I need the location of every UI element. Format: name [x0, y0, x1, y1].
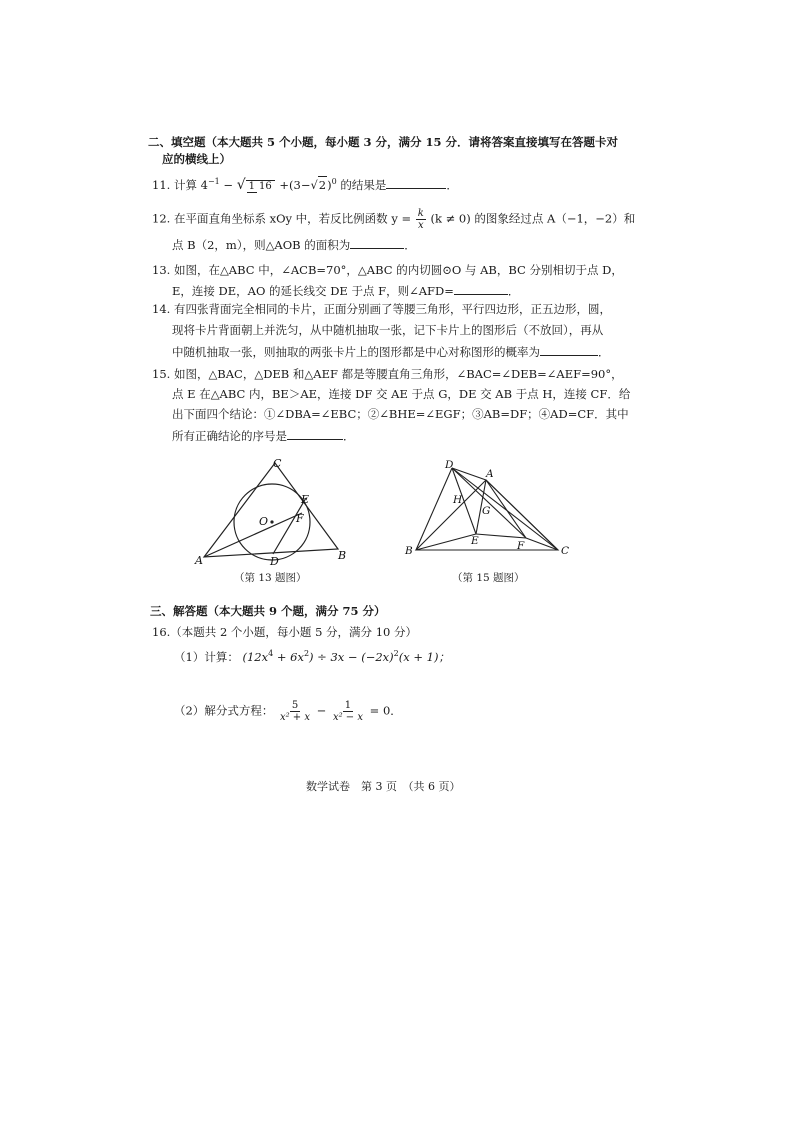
q16-p1-expr-a: (12x — [242, 650, 269, 664]
q16-p1-label: （1）计算： — [174, 650, 239, 664]
q12-frac-num: k — [417, 208, 424, 219]
q13-end: ． — [507, 284, 520, 298]
q12-line1-a: 在平面直角坐标系 xOy 中，若反比例函数 y = — [173, 211, 412, 226]
question-16 — [152, 624, 417, 640]
label-g: G — [482, 505, 491, 517]
q11-text-pre: 计算 4 — [173, 178, 208, 192]
q11-paren: ) — [327, 178, 332, 192]
q15-line4-a: 所有正确结论的序号是 — [172, 429, 287, 443]
segment-ef — [476, 534, 526, 538]
question-15 — [152, 366, 623, 382]
label-c: C — [561, 545, 570, 557]
section2-heading-cont: 应的横线上） — [162, 152, 231, 166]
question-13 — [152, 262, 623, 278]
q11-frac-num: 1 — [248, 181, 255, 192]
q14-end: ． — [598, 345, 610, 359]
section2-heading: 二、填空题（本大题共 5 个小题，每小题 3 分，满分 15 分．请将答案直接填写在答题卡对 — [148, 135, 619, 149]
label-f: F — [517, 540, 525, 552]
frac1-num: 5 — [291, 700, 299, 711]
question-11: 11. 计算 $4^{-1}$ − √ 1 $16 +(3-√2)^0$ 的结果是 ． — [152, 177, 458, 193]
q16-p1-exp2: 2 — [303, 649, 310, 658]
question-13-line2 — [172, 282, 519, 299]
label-b: B — [405, 545, 413, 557]
triangle-abc — [204, 463, 338, 557]
q14-line3-a: 中随机抽取一张，则抽取的两张卡片上的图形都是中心对称图形的概率为 — [172, 345, 540, 359]
q16-p1-expr-b: + 6x — [273, 650, 304, 664]
q15-end: ． — [343, 429, 355, 443]
q16-p1-expr-d: (x + 1)； — [398, 650, 450, 664]
question-14-line3 — [172, 343, 610, 360]
answer-blank[interactable] — [386, 176, 446, 189]
section3-heading: 三、解答题（本大题共 9 个题，满分 75 分） — [150, 604, 386, 618]
segment-be — [416, 534, 476, 550]
q11-sqrt2: 2 — [318, 178, 327, 192]
question-number: 11. — [152, 178, 171, 192]
label-o: O — [259, 515, 269, 528]
q13-line2-a: E，连接 DE，AO 的延长线交 DE 于点 F，则∠AFD= — [172, 284, 454, 298]
segment-da — [452, 468, 486, 480]
line-ao-extended — [204, 513, 302, 557]
segment-af — [486, 480, 526, 538]
q11-exp1: −1 — [207, 177, 220, 186]
q13-line1: 如图，在△ABC 中，∠ACB=70°，△ABC 的内切圆⊙O 与 AB，BC 分别相切于点 D， — [173, 263, 623, 277]
figure-13-caption: （第 13 题图） — [234, 572, 307, 584]
q16-p2-end: = 0． — [369, 703, 402, 718]
q14-line1: 有四张背面完全相同的卡片，正面分别画了等腰三角形，平行四边形，正五边形，圆， — [173, 302, 611, 316]
label-b: B — [338, 549, 347, 562]
q15-line1: 如图，△BAC，△DEB 和△AEF 都是等腰直角三角形，∠BAC=∠DEB=∠AEF=90°， — [173, 367, 623, 381]
question-number: 14. — [152, 302, 171, 316]
label-f: F — [296, 512, 304, 525]
q11-exp0: 0 — [331, 177, 337, 186]
center-dot — [270, 520, 273, 523]
q12-end: ． — [404, 238, 416, 252]
question-number: 16. — [152, 625, 171, 639]
q16-p2-minus: − — [316, 703, 327, 718]
label-d: D — [270, 555, 279, 568]
q16-intro: （本题共 2 个小题，每小题 5 分，满分 10 分） — [170, 625, 417, 639]
label-e: E — [471, 535, 479, 547]
frac2-den: x² − x — [332, 712, 363, 723]
answer-blank[interactable] — [287, 427, 343, 440]
figure-15-caption: （第 15 题图） — [452, 572, 525, 584]
question-number: 12. — [152, 211, 171, 226]
label-a: A — [486, 468, 494, 480]
label-a: A — [195, 554, 203, 567]
label-c: C — [273, 457, 282, 470]
q16-p2-frac1 — [278, 700, 312, 723]
q12-line1-b: (k ≠ 0) 的图象经过点 A（−1，−2）和 — [430, 211, 636, 226]
label-h: H — [453, 494, 463, 506]
question-15-line2: 点 E 在△ABC 内，BE＞AE，连接 DF 交 AE 于点 G，DE 交 AB 于点 H，连接 CF．给 — [172, 387, 631, 401]
answer-blank[interactable] — [454, 282, 508, 295]
frac1-den: x² + x — [279, 712, 311, 723]
q12-frac-den: x — [417, 220, 424, 231]
figure-13 — [190, 455, 360, 570]
question-number: 15. — [152, 367, 171, 381]
q12-fraction — [416, 208, 426, 231]
figure-15 — [400, 458, 580, 558]
page-footer: 数学试卷 第 3 页 （共 6 页） — [306, 780, 461, 793]
q16-p1-exp2b: 2 — [393, 649, 399, 658]
segment-bd — [416, 468, 452, 550]
q11-frac-den: 16 — [258, 181, 272, 192]
q11-minus: − — [223, 178, 234, 192]
question-12-line2 — [172, 236, 416, 253]
q12-line2-a: 点 B（2，m），则△AOB 的面积为 — [172, 238, 351, 252]
question-14-line2: 现将卡片背面朝上并洗匀，从中随机抽取一张，记下卡片上的图形后（不放回），再从 — [172, 323, 604, 337]
frac2-num: 1 — [344, 700, 352, 711]
question-16-part2 — [174, 700, 402, 723]
q16-p1-expr-c: ) ÷ 3x − (−2x) — [309, 650, 394, 664]
question-15-line4 — [172, 427, 355, 444]
answer-blank[interactable] — [350, 236, 404, 249]
q16-p2-frac2 — [331, 700, 365, 723]
label-e: E — [301, 493, 310, 506]
q11-mid: +(3− — [279, 178, 311, 192]
q11-end: ． — [446, 178, 458, 192]
segment-dc — [452, 468, 558, 550]
question-12 — [152, 208, 635, 231]
q16-p2-label: （2）解分式方程： — [174, 703, 274, 718]
question-15-line3: 出下面四个结论：①∠DBA=∠EBC；②∠BHE=∠EGF；③AB=DF；④AD=CF．其中 — [172, 407, 629, 421]
segment-fc — [526, 538, 558, 550]
question-16-part1 — [174, 646, 450, 665]
q11-fraction — [246, 180, 275, 192]
q16-p1-exp4: 4 — [268, 649, 274, 658]
answer-blank[interactable] — [540, 343, 598, 356]
question-14 — [152, 301, 611, 317]
question-number: 13. — [152, 263, 171, 277]
q11-tail: 的结果是 — [340, 178, 387, 192]
label-d: D — [445, 459, 454, 471]
